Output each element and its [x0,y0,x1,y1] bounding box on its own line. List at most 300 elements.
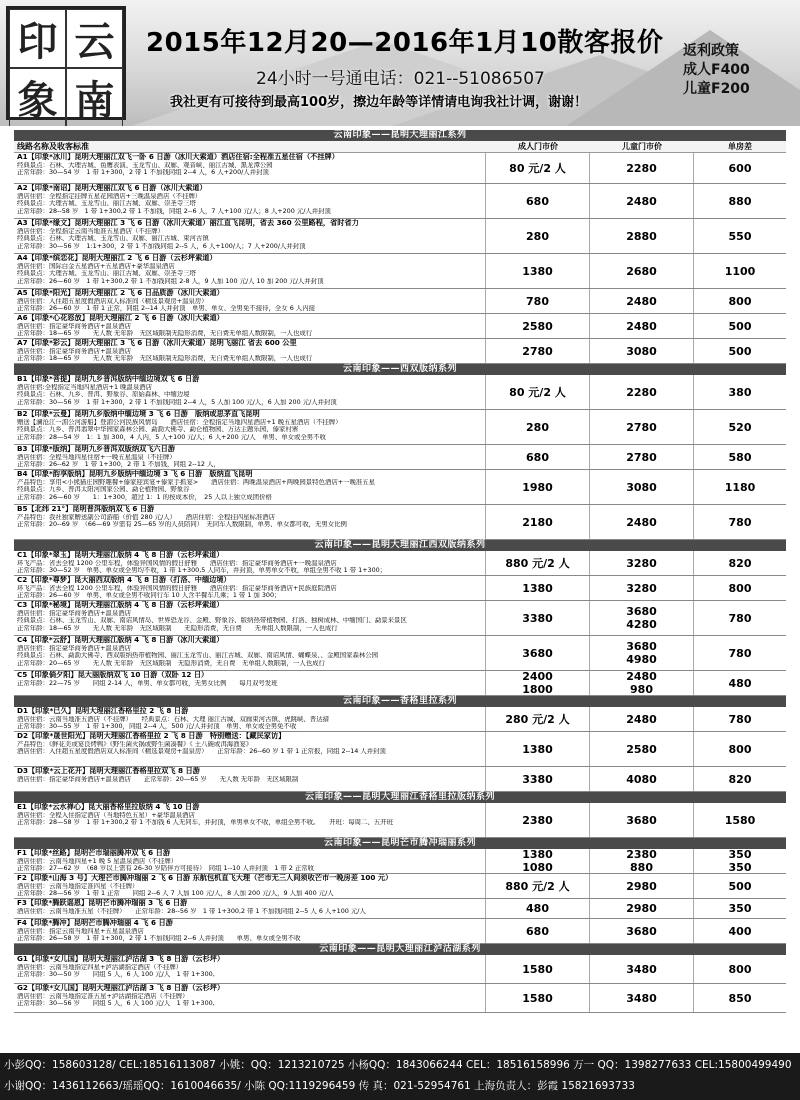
adult-price-value: 680 [526,450,549,464]
adult-price-value: 480 [526,902,549,915]
route-detail: 正常年龄：28—54 岁 1：1 加 300，4 人内，5 人+100 元/人；6 人+200 元/人 单男、单女或全男不收 [17,433,326,441]
route-row [14,470,786,505]
route-detail: 酒店住宿：全程当地四星住宿+一晚五星温泉（不挂牌） [17,453,176,461]
child-price [590,375,694,409]
child-price-value: 2480 [626,515,657,529]
adult-price-value: 3380 [522,611,553,625]
route-detail: 正常年龄：26—60 岁 单男、单女或全男不收同行车 10 人含半餐车几乘；1 带 1 加 300； [17,592,281,600]
adult-price-value: 1380 [522,849,553,861]
route-description [14,289,486,313]
route-row [14,410,786,445]
adult-price-value: 880 元/2 人 [505,879,570,893]
route-description [14,671,486,695]
single-supplement [694,984,786,1012]
adult-price-value: 280 [526,420,549,434]
route-detail: 环飞产品：省去全程 1200 公里车程，体验异国风情的假日舒雅 酒店住宿：指定豪华商务酒店+一晚温泉酒店 [17,559,337,567]
adult-price [486,219,590,253]
adult-price [486,601,590,635]
route-title: D3【印象*云上花开】昆明大理丽江香格里拉双飞 8 日游 [17,767,200,775]
child-price [590,919,694,943]
route-title: F1【印象*丝路】昆明芒市瑞丽腾冲双飞 6 日游 [17,849,171,857]
single-supplement-value: 480 [728,676,752,690]
section-header: 云南印象——昆明大理丽江泸沽湖系列 [14,944,786,955]
child-price-value: 2880 [626,229,657,243]
route-detail: 正常年龄：28—56 岁 1 带 1 正常 同组 2--6 人 7 人加 100 元/人，8 人加 200 元/人，9 人加 400 元/人 [17,890,334,898]
route-detail: 正常年龄：26--62 岁 1 带 1+300，2 带 1 不加钱，同组 2--12 人， [17,461,220,469]
adult-price-value: 2580 [522,319,553,333]
route-detail: 酒店住宿：入住超五星度假酒店双人标准间（精选景观房+温泉房） [17,297,208,305]
route-title: C2【印象*尊梦】昆大丽西双版纳 4 飞 8 日游（打洛、中缅边境） [17,576,231,584]
route-detail: 酒店住宿：指定豪华商务酒店+温泉酒店 [17,347,131,355]
route-detail: 正常年龄：30—50 岁 同组 5 人，6 人 100 元/人 1 带 1+300, [17,971,215,979]
child-price [590,289,694,313]
route-title: B2【印象*云曼】昆明九乡版纳中缅边境 3 飞 6 日游 版纳或思茅直飞昆明 [17,410,260,418]
child-price [590,410,694,444]
child-price-value: 2280 [626,385,657,399]
route-title: D1【印象*已久】昆明大理丽江香格里拉 2 飞 8 日游 [17,707,189,715]
child-price-value: 2480 [626,294,657,308]
child-price [590,803,694,837]
single-supplement [694,505,786,539]
route-description [14,219,486,253]
adult-price-value: 80 元/2 人 [509,385,566,399]
child-price-value: 2680 [626,264,657,278]
route-detail: 赠送【澜沧江一湄公河游船】登湄公河民族风情岛 酒店住宿：全程指定当地四星酒店+1 晚五星酒店（不挂牌） [17,418,342,426]
route-detail: 酒店住宿：国际白金五星酒店+五星酒店+豪华温泉酒店 [17,262,175,270]
adult-price-value: 2780 [522,344,553,358]
route-detail: 酒店住宿：指定豪华商务酒店+温泉酒店 [17,644,131,652]
adult-price [486,184,590,218]
single-supplement-value: 1100 [724,264,756,278]
section-header: 云南印象——昆明大理丽江系列 [14,130,786,141]
route-detail: 酒店住宿：指定豪华商务酒店+温泉酒店 [17,322,131,330]
route-detail: 经典景点：石林、勐泐大佛寺、西双版纳热带植物园、丽江玉龙雪山、丽江古城、双廊、南诏风情、蝴蝶泉、、金殿国家森林公园 [17,652,379,660]
route-title: B4【印象*韵享版纳】昆明九乡版纳中缅边境 3 飞 6 日游 版纳直飞昆明 [17,470,253,478]
route-row [14,551,786,576]
route-row [14,732,786,767]
policy-line: 返利政策 [683,43,739,59]
route-detail: 经典景点：石林、大理古城、鱼鹰表演、玉龙雪山、双廊、观音峡、丽江古城、黑龙潭公园 [17,161,273,169]
child-price-value: 3280 [626,581,657,595]
adult-price-value: 2400 [522,671,553,683]
route-description [14,874,486,898]
column-header: 成人门市价 [518,142,558,151]
route-title: A1【印象*冰川】昆明大理丽江双飞一卧 6 日游（冰川大索道）酒店住宿:全程准五星住宿（不挂牌） [17,153,339,161]
single-supplement [694,551,786,575]
adult-price-value: 2180 [522,515,553,529]
route-description [14,732,486,766]
single-supplement [694,707,786,731]
route-detail: 正常年龄：26—60 岁 1：1+300，超过 1：1 的按成本价， 25 人以上独立成团价格 [17,493,272,501]
route-detail: 经典景点：石林、九乡、普洱、野象谷、原始森林、中缅边境 [17,391,190,399]
child-price-value: 2780 [626,420,657,434]
route-detail: 产品特色：《鲜花美或宴良烤鸭》《野生菌火锅或野生菌凑餐》《 土八碗或洱海渔宴》 [17,740,253,748]
logo-char: 象 [9,68,66,126]
adult-price [486,732,590,766]
route-description [14,919,486,943]
single-supplement [694,410,786,444]
single-supplement-value: 550 [728,229,752,243]
adult-price [486,576,590,600]
route-row [14,576,786,601]
route-title: G1【印象*女儿国】昆明大理丽江泸沽湖 3 飞 8 日游（云杉坪） [17,955,225,963]
adult-price-value: 1580 [522,962,553,976]
route-row [14,314,786,339]
section-header: 云南印象——昆明大理丽江西双版纳系列 [14,540,786,551]
child-price [590,339,694,363]
route-title: A3【印象*缘文】昆明大理丽江 3 飞 6 日游（冰川大索道）丽江直飞昆明，省去 360 公里路程，省时省力 [17,219,359,227]
route-row [14,184,786,219]
route-detail: 正常年龄：26—60 岁 1 带 1+300,2 带 1 不加钱同组 2-8 人，9 人加 100 元/人 10 加 200 元/人并封顶 [17,277,324,285]
route-title: F2【印象*山海 3 号】大理芒市腾冲瑞丽 2 飞 6 日游 东航包机直飞大理（芒市无三人间须收芒市一晚房差 100 元） [17,874,393,882]
single-supplement-value: 350 [728,861,752,874]
route-title: G2【印象*女儿国】昆明大理丽江泸沽湖 3 飞 8 日游（云杉坪） [17,984,225,992]
adult-price-value: 1380 [522,264,553,278]
route-detail: 酒店住宿：云南当地准五酒店（不挂牌） 经典景点：石林、大理 丽江古城、双廊束河古镇、虎跳峡、普达措 [17,715,329,723]
header-banner [0,0,800,126]
route-row [14,955,786,984]
route-detail: 酒店住宿:全程指定当地四星酒店+1 晚温泉酒店 [17,383,153,391]
route-detail: 酒店住宿：全程指定挂牌五星花园酒店+三晚温泉酒店（不挂牌） [17,192,202,200]
route-title: A5【印象*阳光】昆明大理丽江 2 飞 6 日品质游（冰川大索道） [17,289,224,297]
route-detail: 正常年龄：28--58 岁 1 带 1+300,2 带 1 不加钱，同组 2--6 人，7 人+100 元/人；8 人+200 元/人并封顶 [17,207,331,215]
child-price [590,955,694,983]
section-header: 云南印象——昆明大理丽江香格里拉版纳系列 [14,792,786,803]
route-description [14,314,486,338]
single-supplement-value: 800 [728,742,752,756]
child-price-value: 3080 [626,480,657,494]
single-supplement [694,289,786,313]
adult-price [486,899,590,918]
single-supplement-value: 400 [728,924,752,938]
single-supplement-value: 500 [728,319,752,333]
single-supplement-value: 380 [728,385,752,399]
single-supplement-value: 500 [728,344,752,358]
adult-price-value: 280 [526,229,549,243]
column-header-row [14,141,786,153]
child-price-value: 2480 [626,194,657,208]
adult-price [486,874,590,898]
route-detail: 正常年龄：22—75 岁 同组 2-14 人，单男、单女都可收，无男女比例 每月双号发班 [17,679,278,687]
route-detail: 经典景点：石林、大理古城、玉龙雪山、双廊、丽江古城、束河古镇 [17,235,209,243]
hotline: 24小时一号通电话：021--51086507 [256,69,545,89]
route-detail: 正常年龄：18—65 岁 无人数 无年龄 无区域限制 无隐形消费，无自费 无单组人数限制，一人也成行 [17,624,338,632]
route-row [14,219,786,254]
column-header: 儿童门市价 [622,142,662,151]
route-detail: 酒店住宿：云南当地准五星（不挂牌） 正常年龄：28--56 岁 1 带 1+300,2 带 1 不加钱同组 2--5 人 6 人+100 元/人 [17,907,366,915]
single-supplement [694,803,786,837]
adult-price-value: 680 [526,194,549,208]
child-price [590,505,694,539]
logo-char: 南 [66,68,123,126]
adult-price [486,410,590,444]
route-title: F3【印象*腾跃谣恩】昆明芒市腾冲瑞丽 3 飞 6 日游 [17,899,188,907]
child-price-value: 980 [630,683,653,696]
route-description [14,470,486,504]
route-title: A2【印象*南诏】昆明大理丽江双飞 6 日游（冰川大索道） [17,184,207,192]
single-supplement-value: 350 [728,902,752,915]
route-row [14,874,786,899]
route-detail: 酒店住宿：全程入住指定酒店（当地特色五星）+豪华温泉酒店 [17,811,195,819]
adult-price-value: 3680 [522,646,553,660]
route-detail: 正常年龄：26—58 岁 1 带 1+300，2 带 1 不加钱同组 2--6 人并封顶 单男、单女或全男不收 [17,935,301,943]
adult-price [486,375,590,409]
adult-price-value: 2380 [522,813,553,827]
adult-price-value: 1380 [522,742,553,756]
single-supplement [694,254,786,288]
logo [6,6,126,124]
route-detail: 酒店住宿：指定豪华商务酒店+温泉酒店 [17,609,131,617]
route-detail: 正常年龄：30—56 岁 同组 5 人，6 人 100 元/人 1 带 1+300, [17,1000,215,1008]
adult-price [486,254,590,288]
adult-price [486,707,590,731]
adult-price [486,636,590,670]
single-supplement-value: 820 [728,772,752,786]
route-description [14,410,486,444]
route-description [14,254,486,288]
child-price-value: 2980 [626,902,657,915]
route-detail: 酒店住宿：云南当地指定准五星+泸沽湖指定酒店（不挂牌） [17,992,189,1000]
adult-price-value: 1380 [522,581,553,595]
child-price-value: 2980 [626,879,657,893]
section-header: 云南印象——西双版纳系列 [14,364,786,375]
section-header: 云南印象——昆明芒市腾冲瑞丽系列 [14,838,786,849]
route-description [14,955,486,983]
route-row [14,153,786,184]
adult-price [486,470,590,504]
route-row [14,254,786,289]
adult-price-value: 1080 [522,861,553,874]
route-description [14,576,486,600]
single-supplement [694,849,786,873]
route-detail: 经典景点：九乡、普洱太阳河国家公园、勐仑植物园、野象谷 [17,486,190,494]
adult-price [486,803,590,837]
route-title: C1【印象*翠玉】昆明大理丽江版纳 4 飞 8 日游（云杉坪索道） [17,551,224,559]
route-detail: 正常年龄：26—60 岁 1 带 1 正常，同组 2--14 人并封顶 单男、单女、全男免不接待，全女 6 人内接 [17,305,315,313]
single-supplement-value: 780 [728,515,752,529]
route-row [14,375,786,410]
route-row [14,671,786,696]
route-description [14,707,486,731]
route-description [14,551,486,575]
route-title: A4【印象*缤恋花】昆明大理丽江 2 飞 6 日游（云杉坪索道） [17,254,217,262]
route-detail: 酒店住宿：入住超五星度假酒店双人标准间（精选景观房+温泉房） 正常年龄：26--60 岁 1 带 1 正常报，同组 2--14 人并封顶 [17,748,386,756]
child-price-value: 3480 [626,962,657,976]
logo-char: 印 [9,9,66,68]
child-price-value: 3680 [626,605,657,618]
route-detail: 正常年龄：18—65 岁 无人数 无年龄 无区域限制无隐形消费，无自费无单组人数限制，一人也成行 [17,355,313,363]
route-row [14,636,786,671]
route-title: B5【北纬 21°】昆明普洱版纳双飞 6 日游 [17,505,155,513]
route-detail: 酒店住宿：全程指定云南当地准五星酒店（不挂牌） [17,227,164,235]
adult-price [486,339,590,363]
adult-price [486,984,590,1012]
route-detail: 环飞产品：省去全程 1200 公里车程，体验异国风情的假日舒雅 酒店住宿：指定豪华商务酒店+民族庭院酒店 [17,584,337,592]
price-table [14,130,786,1013]
route-description [14,375,486,409]
child-price [590,576,694,600]
route-title: A7【印象*彩云】昆明大理丽江 3 飞 6 日游（冰川大索道）昆明飞丽江 省去 600 公里 [17,339,297,347]
child-price-value: 3080 [626,344,657,358]
route-description [14,984,486,1012]
single-supplement [694,375,786,409]
route-detail: 产品特色：享用<小熊猫庄园野趣餐+傣家迎宾宴+傣家手抓宴> 酒店住宿：两晚温泉酒店+两晚园景特色酒店+一晚准五星 [17,478,376,486]
child-price-value: 4280 [626,618,657,631]
route-row [14,849,786,874]
single-supplement [694,470,786,504]
route-detail: 经典景点：石林、玉龙雪山、双廊、南诏风情岛、世界恐龙谷、金殿、野象谷、版纳热带植物园、打洛、独树成林、中缅国门、勐景来景区 [17,617,407,625]
single-supplement-value: 800 [728,962,752,976]
route-row [14,984,786,1013]
route-title: A6【印象*心花怒放】昆明大理丽江 2 飞 6 日游（冰川大索道） [17,314,224,322]
route-detail: 正常年龄：30—56 岁 1 带 1+300，2 带 1 不加钱同组 2--4 人，5 人加 100 元/人，6 人加 200 元/人并封顶 [17,398,337,406]
single-supplement [694,153,786,183]
contact-footer [0,1053,800,1100]
child-price-value: 3280 [626,556,657,570]
route-title: F4【印象*腾冲】昆明芒市腾冲瑞丽 4 飞 6 日游 [17,919,173,927]
child-price-value: 2580 [626,742,657,756]
route-description [14,339,486,363]
route-row [14,767,786,792]
route-detail: 酒店住宿：云南当地指定准四星（不挂牌） [17,882,139,890]
single-supplement-value: 1580 [724,813,756,827]
route-row [14,707,786,732]
route-detail: 产品特色：我社独家赠送副公司游船（价值 280 元/人） 酒店住宿：全程挂四星标准酒店 [17,513,276,521]
route-row [14,445,786,470]
adult-price [486,551,590,575]
single-supplement-value: 1180 [724,480,756,494]
single-supplement [694,576,786,600]
adult-price [486,289,590,313]
single-supplement [694,636,786,670]
adult-price-value: 780 [526,294,549,308]
route-detail: 正常年龄：30—56 岁 1:1+300，2 带 1 不加钱同组 2--5 人，6 人+100/人；7 人+200/人并封顶 [17,242,306,250]
column-header: 线路名称及收客标准 [17,142,89,151]
route-title: C5【印象倘夕阳】昆大丽版纳双飞 10 日游（双卧 12 日） [17,671,209,679]
child-price-value: 4980 [626,653,657,666]
route-title: B3【印象*版纳】昆明九乡普洱双版纳双飞六日游 [17,445,175,453]
route-row [14,601,786,636]
child-price [590,707,694,731]
single-supplement [694,671,786,695]
child-price-value: 3680 [626,640,657,653]
single-supplement [694,919,786,943]
route-row [14,919,786,944]
single-supplement-value: 500 [728,879,752,893]
route-description [14,153,486,183]
child-price-value: 2480 [626,319,657,333]
adult-price [486,955,590,983]
single-supplement-value: 800 [728,581,752,595]
adult-price-value: 1980 [522,480,553,494]
child-price-value: 3480 [626,991,657,1005]
adult-price [486,849,590,873]
child-price [590,899,694,918]
single-supplement [694,767,786,791]
adult-price-value: 280 元/2 人 [505,712,570,726]
page-title: 2015年12月20—2016年1月10散客报价 [146,28,664,58]
route-detail: 正常年龄：28—58 岁 1 带 1+300,2 带 1 不加钱 6 人无同车，并封顶，单男单女不收，单组全男不收。 开班：每周二、五开班 [17,819,393,827]
adult-price-value: 680 [526,924,549,938]
adult-price-value: 80 元/2 人 [509,161,566,175]
route-title: B1【印象*菩提】昆明九乡普洱版纳中缅边境双飞 6 日游 [17,375,200,383]
child-price [590,874,694,898]
route-detail: 正常年龄：20--69 岁 （66—69 岁需有 25—65 岁的人员陪同） 无同车人数限制，单男、单女都可收，无男女比例 [17,521,347,529]
child-price [590,470,694,504]
child-price-value: 2480 [626,671,657,683]
child-price-value: 2780 [626,450,657,464]
route-description [14,803,486,837]
route-row [14,289,786,314]
route-description [14,445,486,469]
route-detail: 酒店住宿：指定豪华商务酒店+温泉酒店 正常年龄：20—65 岁 无人数 无年龄 无区域限制 [17,775,299,783]
single-supplement [694,314,786,338]
route-detail: 正常年龄：30—54 岁 1 带 1+300，2 带 1 不加钱同组 2--4 人，6 人+200/人并封顶 [17,169,269,177]
route-detail: 经典景点：大理古城、玉龙雪山、丽江古城、双廊、崇圣寺三塔 [17,200,196,208]
route-description [14,601,486,635]
column-header: 单房差 [728,142,752,151]
single-supplement [694,874,786,898]
route-row [14,803,786,838]
route-title: D2【印象*晟世阳光】昆明大理丽江香格里拉 2 飞 8 日游 特别赠送：【藏民家访】 [17,732,286,740]
single-supplement [694,601,786,635]
route-row [14,505,786,540]
contact-line: 小彭QQ：158603128/ CEL:18516113087 小姚：QQ：1213210725 小杨QQ：1843066244 CEL：18516158996 万一 QQ：1398277633 CEL:15800499490 [4,1059,792,1071]
adult-price [486,919,590,943]
child-price-value: 3680 [626,813,657,827]
child-price [590,254,694,288]
single-supplement-value: 520 [728,420,752,434]
adult-price [486,671,590,695]
adult-price [486,445,590,469]
child-price [590,184,694,218]
child-price-value: 2480 [626,712,657,726]
single-supplement-value: 780 [728,712,752,726]
child-price [590,767,694,791]
single-supplement [694,339,786,363]
route-description [14,184,486,218]
child-price-value: 2280 [626,161,657,175]
route-title: C4【印象*云舒】昆明大理丽江版纳 4 飞 8 日游（冰川大索道） [17,636,224,644]
route-detail: 经典景点：大理古城、玉龙雪山、丽江古城、双廊、崇圣寺三塔 [17,270,196,278]
route-detail: 正常年龄：30—55 岁 1 带 1+300，同组 2--4 人，500 元/人并封顶 单男、单女或全男免不收 [17,723,297,731]
child-price [590,732,694,766]
single-supplement [694,184,786,218]
child-price [590,671,694,695]
single-supplement [694,955,786,983]
adult-price-value: 880 元/2 人 [505,556,570,570]
adult-price [486,314,590,338]
single-supplement-value: 850 [728,991,752,1005]
single-supplement-value: 580 [728,450,752,464]
policy-line: 儿童F200 [683,81,750,97]
child-price [590,849,694,873]
single-supplement [694,732,786,766]
route-detail: 经典景点：九乡、普洱翡翠中华园家森林公园、勐泐大佛寺、勐仑植物园、万达主题乐园、傣家村寨 [17,426,299,434]
child-price [590,984,694,1012]
route-title: C3【印象*秘境】昆明大理丽江版纳 4 飞 8 日游（云杉坪索道） [17,601,224,609]
child-price-value: 880 [630,861,653,874]
single-supplement [694,899,786,918]
child-price [590,636,694,670]
child-price [590,314,694,338]
section-header: 云南印象——香格里拉系列 [14,696,786,707]
route-title: E1【印象*云水禅心】昆大丽香格里拉版纳 4 飞 10 日游 [17,803,200,811]
child-price [590,601,694,635]
route-description [14,505,486,539]
child-price [590,153,694,183]
route-description [14,849,486,873]
